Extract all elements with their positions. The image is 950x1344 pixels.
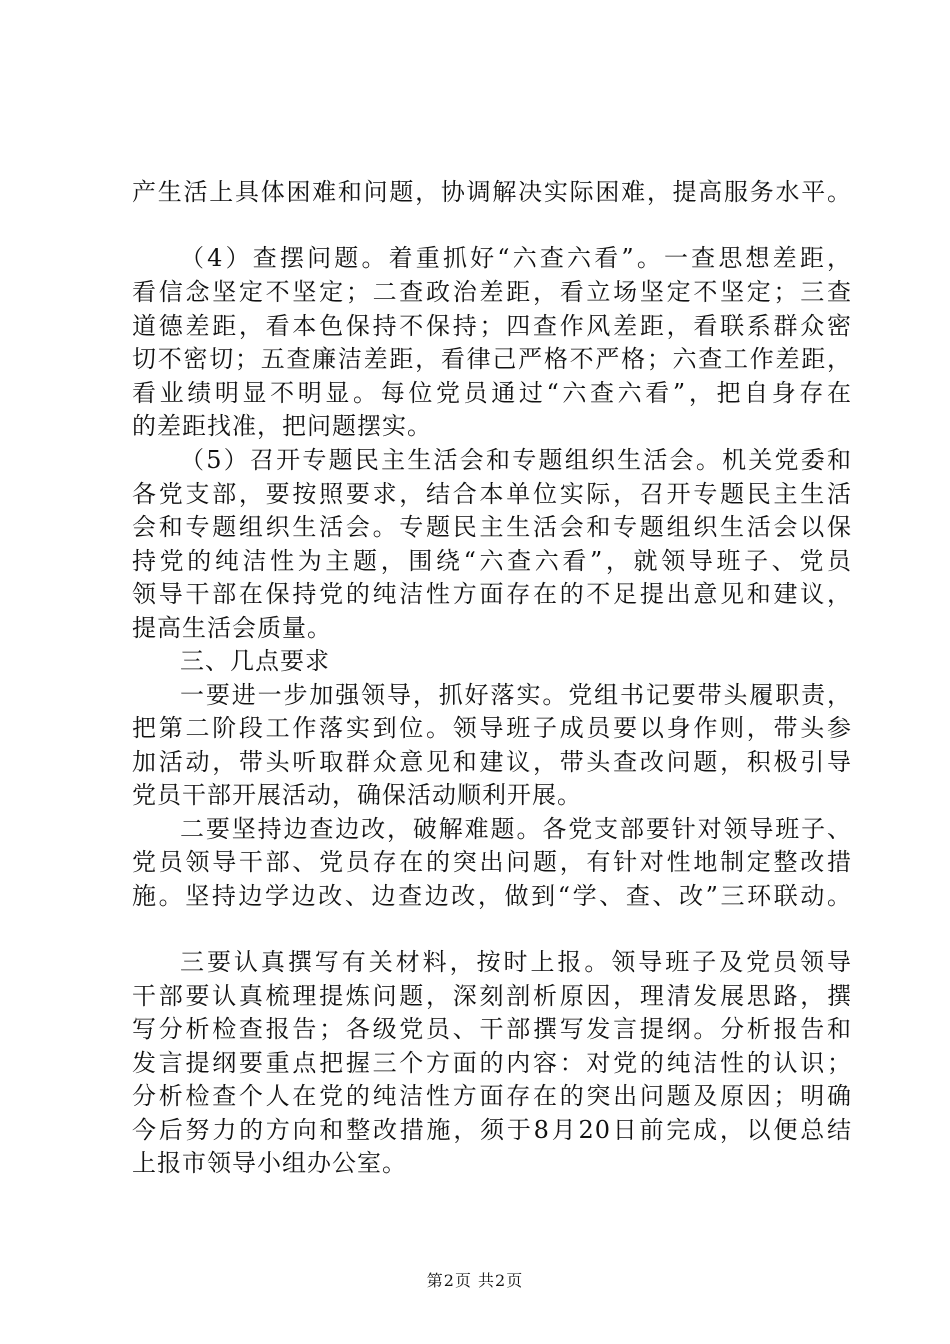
text-line: 把第二阶段工作落实到位。领导班子成员要以身作则，带头参: [132, 714, 852, 742]
text-line: 各党支部，要按照要求，结合本单位实际，召开专题民主生活: [132, 480, 852, 508]
text-line: 加活动，带头听取群众意见和建议，带头查改问题，积极引导: [132, 748, 852, 776]
text-line: 写分析检查报告；各级党员、干部撰写发言提纲。分析报告和: [132, 1015, 852, 1043]
text-line: 干部要认真梳理提炼问题，深刻剖析原因，理清发展思路，撰: [132, 982, 852, 1010]
text-line: 领导干部在保持党的纯洁性方面存在的不足提出意见和建议，: [132, 580, 852, 608]
page-number: 第2页 共2页: [426, 1271, 524, 1290]
text-line: 分析检查个人在党的纯洁性方面存在的突出问题及原因；明确: [132, 1082, 852, 1110]
text-line: 发言提纲要重点把握三个方面的内容：对党的纯洁性的认识；: [132, 1049, 852, 1077]
text-line: 切不密切；五查廉洁差距，看律己严格不严格；六查工作差距，: [132, 345, 852, 373]
text-line: 道德差距，看本色保持不保持；四查作风差距，看联系群众密: [132, 312, 852, 340]
text-line: 三要认真撰写有关材料，按时上报。领导班子及党员领导: [180, 948, 852, 976]
text-line: 今后努力的方向和整改措施，须于8月20日前完成，以便总结: [132, 1116, 852, 1144]
text-line: 施。坚持边学边改、边查边改，做到“学、查、改”三环联动。: [132, 882, 852, 910]
text-line: 提高生活会质量。: [132, 614, 332, 642]
text-line: 看信念坚定不坚定；二查政治差距，看立场坚定不坚定；三查: [132, 278, 852, 306]
text-line: 会和专题组织生活会。专题民主生活会和专题组织生活会以保: [132, 513, 852, 541]
text-line: 党员干部开展活动，确保活动顺利开展。: [132, 781, 582, 809]
text-line: 持党的纯洁性为主题，围绕“六查六看”，就领导班子、党员: [132, 547, 852, 575]
text-line: （4）查摆问题。着重抓好“六查六看”。一查思想差距，: [180, 244, 852, 272]
text-line: 看业绩明显不明显。每位党员通过“六查六看”，把自身存在: [132, 379, 852, 407]
text-line: 产生活上具体困难和问题，协调解决实际困难，提高服务水平。: [132, 178, 852, 206]
text-line: 的差距找准，把问题摆实。: [132, 412, 432, 440]
text-line: 二要坚持边查边改，破解难题。各党支部要针对领导班子、: [180, 815, 852, 843]
text-line: （5）召开专题民主生活会和专题组织生活会。机关党委和: [180, 446, 852, 474]
text-line: 党员领导干部、党员存在的突出问题，有针对性地制定整改措: [132, 848, 852, 876]
text-line: 一要进一步加强领导，抓好落实。党组书记要带头履职责，: [180, 681, 852, 709]
section-heading: 三、几点要求: [180, 647, 330, 675]
text-line: 上报市领导小组办公室。: [132, 1149, 407, 1177]
